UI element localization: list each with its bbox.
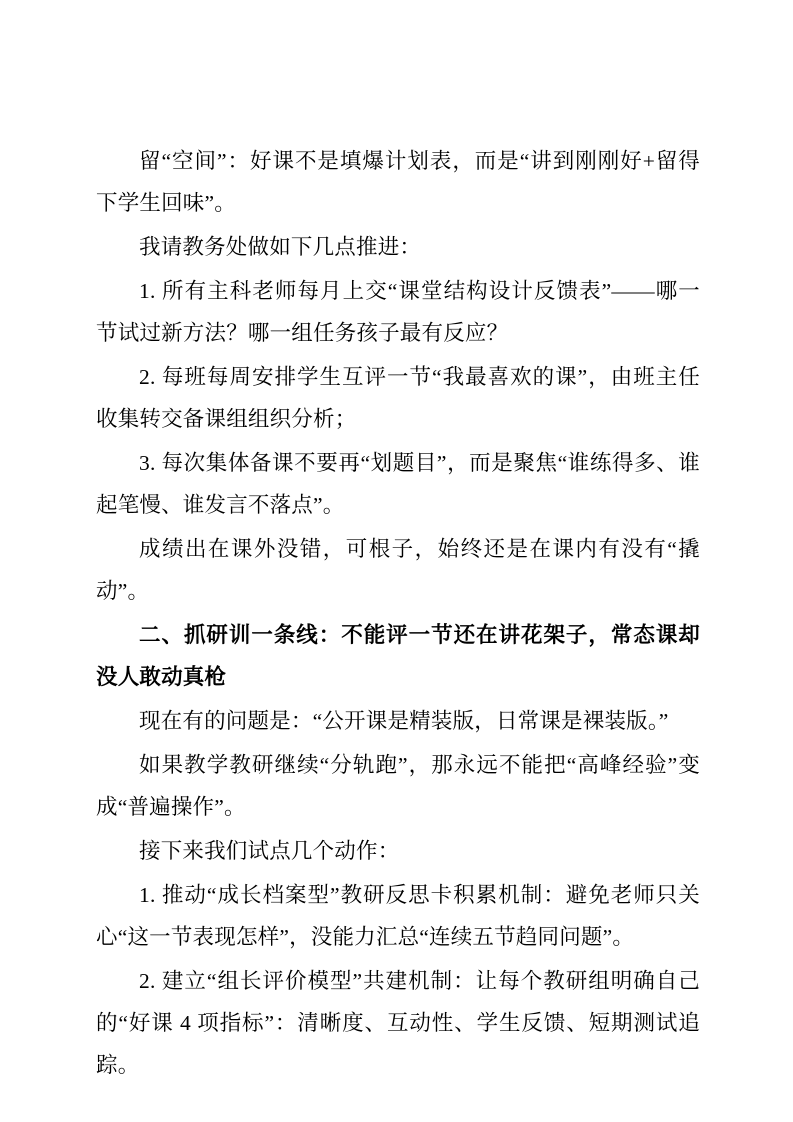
paragraph: 3. 每次集体备课不要再“划题目”，而是聚焦“谁练得多、谁起笔慢、谁发言不落点”。 — [96, 451, 700, 517]
paragraph: 2. 每班每周安排学生互评一节“我最喜欢的课”，由班主任收集转交备课组组织分析； — [96, 365, 700, 431]
paragraph: 我请教务处做如下几点推进： — [139, 235, 422, 259]
document-body — [96, 140, 700, 1088]
paragraph: 1. 推动“成长档案型”教研反思卡积累机制：避免老师只关心“这一节表现怎样”，没能力汇总“连续五节趋同问题”。 — [96, 883, 700, 949]
paragraph: 现在有的问题是：“公开课是精装版，日常课是裸装版。” — [139, 709, 669, 733]
paragraph: 2. 建立“组长评价模型”共建机制：让每个教研组明确自己的“好课 4 项指标”：清晰度、互动性、学生反馈、短期测试追踪。 — [96, 969, 700, 1077]
paragraph: 成绩出在课外没错，可根子，始终还是在课内有没有“撬动”。 — [96, 537, 700, 603]
paragraph: 1. 所有主科老师每月上交“课堂结构设计反馈表”——哪一节试过新方法？哪一组任务孩子最有反应？ — [96, 279, 700, 345]
paragraph: 接下来我们试点几个动作： — [139, 839, 400, 863]
paragraph: 如果教学教研继续“分轨跑”，那永远不能把“高峰经验”变成“普遍操作”。 — [96, 753, 700, 819]
paragraph: 留“空间”：好课不是填爆计划表，而是“讲到刚刚好+留得下学生回味”。 — [96, 149, 700, 215]
section-heading: 二、抓研训一条线：不能评一节还在讲花架子，常态课却没人敢动真枪 — [96, 623, 700, 689]
